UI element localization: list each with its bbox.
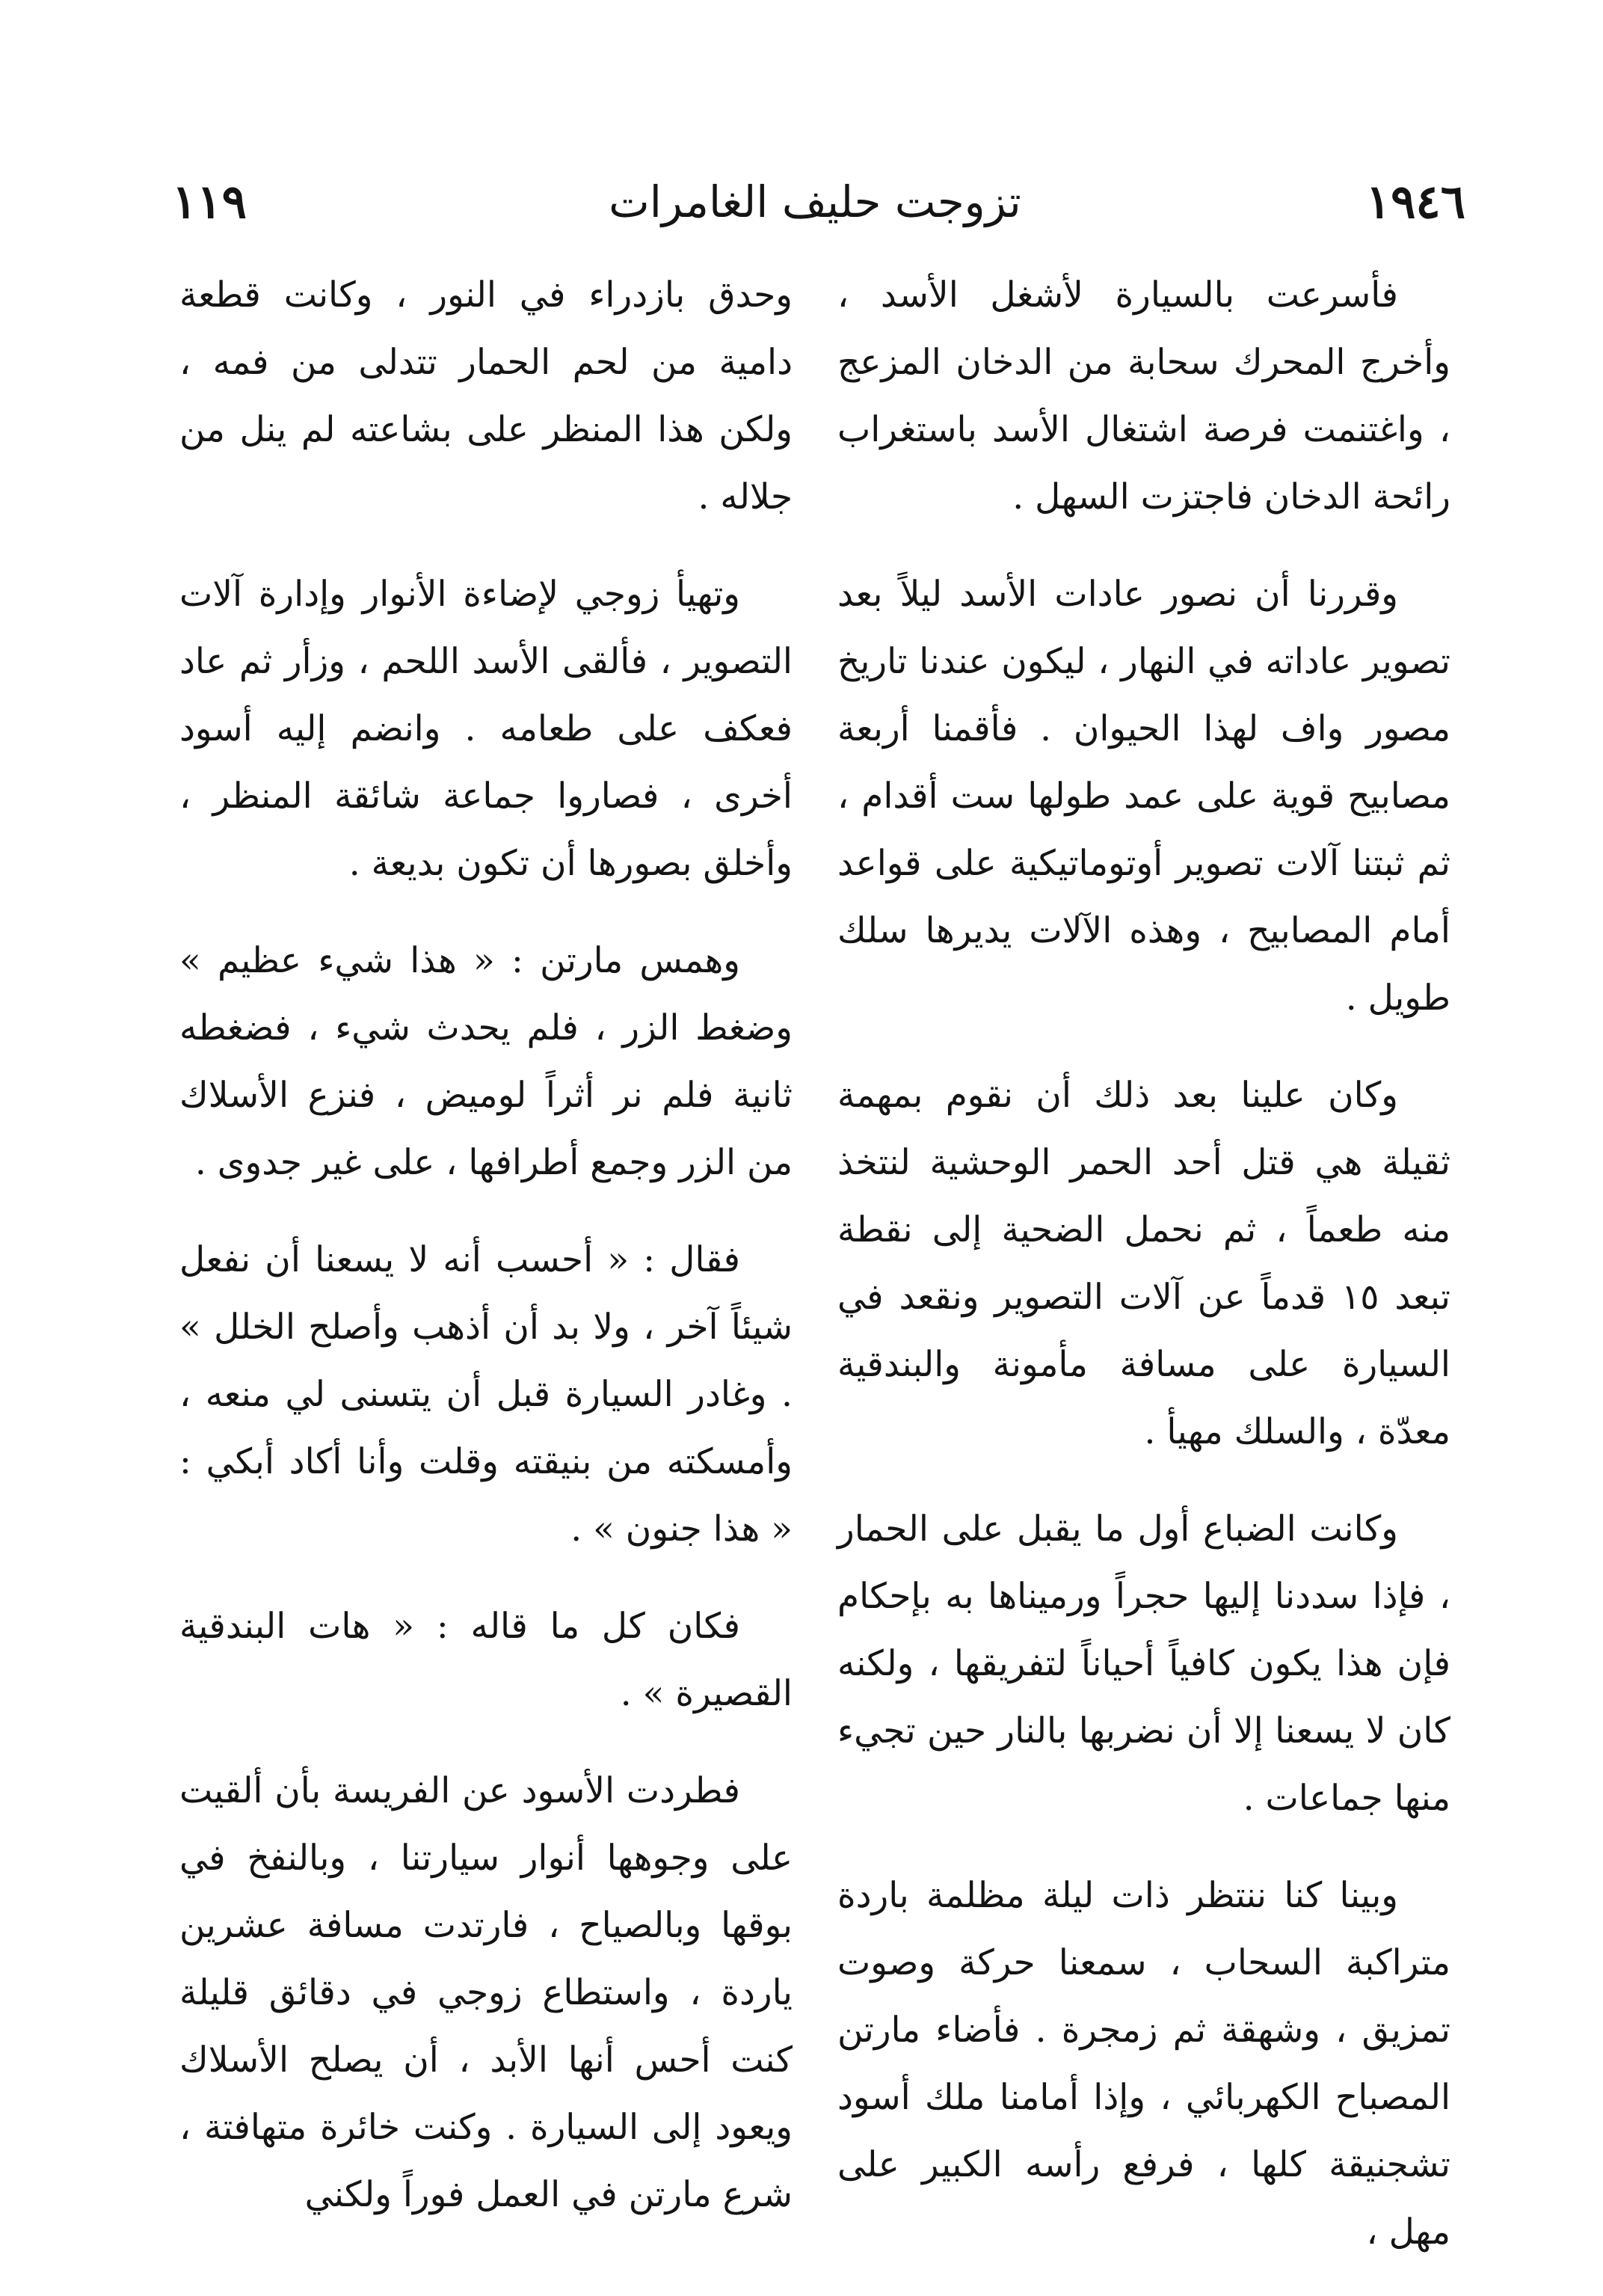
page-number: ١١٩ xyxy=(172,174,247,229)
paragraph: وكان علينا بعد ذلك أن نقوم بمهمة ثقيلة هي قتل أحد الحمر الوحشية لنتخذ منه طعماً ، ثم نحمل الضحية إلى نقطة تبعد ١٥ قدماً عن آلات التصوير ونقعد في السيارة على مسافة مأمونة والبندقية معدّة ، والسلك مهيأ . xyxy=(837,1075,1450,1452)
paragraph: وبينا كنا ننتظر ذات ليلة مظلمة باردة متراكبة السحاب ، سمعنا حركة وصوت تمزيق ، وشهقة ثم زمجرة . فأضاء مارتن المصباح الكهربائي ، وإذا أمامنا ملك أسود تشجنيقة كلها ، فرفع رأسه الكبير على مهل ، xyxy=(837,1875,1450,2253)
paragraph: وكانت الضباع أول ما يقبل على الحمار ، فإذا سددنا إليها حجراً ورميناها به بإحكام فإن هذا يكون كافياً أحياناً لتفريقها ، ولكنه كان لا يسعنا إلا أن نضربها بالنار حين تجيء منها جماعات . xyxy=(837,1508,1450,1819)
paragraph: فكان كل ما قاله : « هات البندقية القصيرة » . xyxy=(179,1606,793,1714)
paragraph: وتهيأ زوجي لإضاءة الأنوار وإدارة آلات التصوير ، فألقى الأسد اللحم ، وزأر ثم عاد فعكف على طعامه . وانضم إليه أسود أخرى ، فصاروا جماعة شائقة المنظر ، وأخلق بصورها أن تكون بديعة . xyxy=(179,574,793,884)
right-column xyxy=(837,262,1450,2296)
paragraph: وهمس مارتن : « هذا شيء عظيم » وضغط الزر ، فلم يحدث شيء ، فضغطه ثانية فلم نر أثراً لوميض ، فنزع الأسلاك من الزر وجمع أطرافها ، على غير جدوى . xyxy=(179,940,793,1183)
running-title: تزوجت حليف الغامرات xyxy=(609,177,1021,227)
paragraph: وقررنا أن نصور عادات الأسد ليلاً بعد تصوير عاداته في النهار ، ليكون عندنا تاريخ مصور واف لهذا الحيوان . فأقمنا أربعة مصابيح قوية على عمد طولها ست أقدام ، ثم ثبتنا آلات تصوير أوتوماتيكية على قواعد أمام المصابيح ، وهذه الآلات يديرها سلك طويل . xyxy=(837,574,1450,1019)
paragraph: وحدق بازدراء في النور ، وكانت قطعة دامية من لحم الحمار تتدلى من فمه ، ولكن هذا المنظر على بشاعته لم ينل من جلاله . xyxy=(179,274,793,518)
paragraph: فأسرعت بالسيارة لأشغل الأسد ، وأخرج المحرك سحابة من الدخان المزعج ، واغتنمت فرصة اشتغال الأسد باستغراب رائحة الدخان فاجتزت السهل . xyxy=(837,274,1450,518)
page-header xyxy=(172,161,1465,243)
year-label: ١٩٤٦ xyxy=(1365,174,1465,229)
left-column xyxy=(179,262,793,2259)
paragraph: فقال : « أحسب أنه لا يسعنا أن نفعل شيئاً آخر ، ولا بد أن أذهب وأصلح الخلل » . وغادر السيارة قبل أن يتسنى لي منعه ، وأمسكته من بنيقته وقلت وأنا أكاد أبكي : « هذا جنون » . xyxy=(179,1239,793,1550)
paragraph: فطردت الأسود عن الفريسة بأن ألقيت على وجوهها أنوار سيارتنا ، وبالنفخ في بوقها وبالصياح ، فارتدت مسافة عشرين ياردة ، واستطاع زوجي في دقائق قليلة كنت أحس أنها الأبد ، أن يصلح الأسلاك ويعود إلى السيارة . وكنت خائرة متهافتة ، شرع مارتن في العمل فوراً ولكني xyxy=(179,1770,793,2215)
